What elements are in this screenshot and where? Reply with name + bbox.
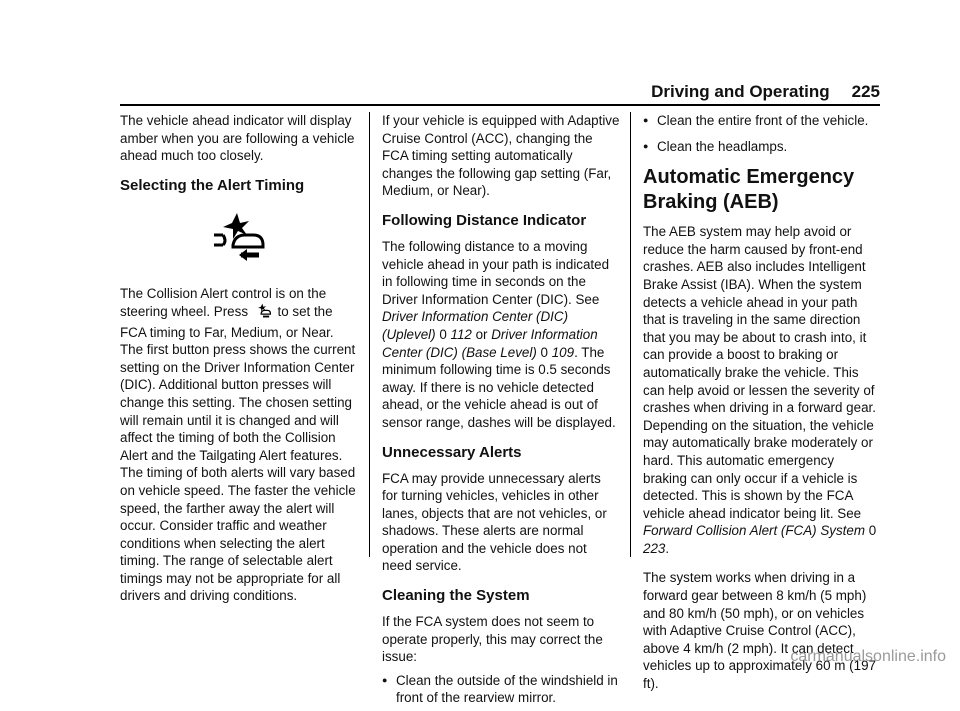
paragraph: If the FCA system does not seem to operate properly, this may correct the issue: [382,614,603,665]
heading-following-distance: Following Distance Indicator [382,211,587,229]
collision-alert-button-icon [254,303,272,324]
paragraph: If your vehicle is equipped with Adaptive Cruise Control (ACC), changing the FCA timing setting automatically changes the following gap setting (Far, Medium, or Near). [382,113,620,199]
paragraph: The following distance to a moving vehicle ahead in your path is indicated in following time in seconds on the Driver Information Center (DIC). See Driver Information Center (DIC) (Uplevel) 0 112 or Driver Information Center (DIC) (Base Level) 0 109. The minimum following time is 0.5 seconds away. If there is no vehicle detected ahead, or the vehicle ahead is out of sensor range, dashes will be displayed. [382,238,616,430]
column-2 [382,112,620,711]
bullet-list [643,112,881,155]
list-item: ● Clean the headlamps. [643,138,881,156]
page-ref-arrow: 0 [439,326,447,342]
column-1 [120,112,358,617]
page-ref[interactable]: 112 [450,326,472,342]
list-item: ● Clean the outside of the windshield in front of the rearview mirror. [382,672,620,707]
watermark: carmanualsonline.info [790,648,946,665]
paragraph: The AEB system may help avoid or reduce the harm caused by front-end crashes. AEB also includes Intelligent Brake Assist (IBA). When the system detects a vehicle ahead in your path that is traveling in the same direction that you may be about to crash into, it can provide a boost to braking or automatically brake the vehicle. This can help avoid or lessen the severity of crashes when driving in a forward gear. Depending on the situation, the vehicle may automatically brake moderately or hard. This automatic emergency braking can only occur if a vehicle is detected. This is shown by the FCA vehicle ahead indicator being lit. See Forward Collision Alert (FCA) System 0 223. [643,224,877,556]
paragraph: The system works when driving in a forward gear between 8 km/h (5 mph) and 80 km/h (50 mph), or on vehicles with Adaptive Cruise Control (ACC), above 4 km/h (2 mph). It can detect vehicles up to approximately 60 m (197 ft). [643,570,876,692]
page-number: 225 [851,82,880,101]
heading-unnecessary-alerts: Unnecessary Alerts [382,443,522,461]
page-header [651,82,880,102]
column-divider-2 [630,112,631,557]
page-ref[interactable]: 109 [551,344,575,360]
paragraph: FCA may provide unnecessary alerts for turning vehicles, vehicles in other lanes, objects that are not vehicles, or shadows. These alerts are normal operation and the vehicle does not need service. [382,470,607,574]
paragraph: The Collision Alert control is on the steering wheel. Press to set the FCA timing to Far, Medium, or Near. The first button press shows the current setting on the Driver Information Center (DIC). Additional button presses will change this setting. The chosen setting will remain until it is changed and will affect the timing of both the Collision Alert and the Tailgating Alert features. The timing of both alerts will vary based on vehicle speed. The faster the vehicle speed, the farther away the alert will occur. Consider traffic and weather conditions when selecting the alert timing. The range of selectable alert timings may not be appropriate for all drivers and driving conditions. [120,286,356,604]
column-3 [643,112,881,705]
heading-cleaning-system: Cleaning the System [382,587,530,605]
link-fca-system[interactable]: Forward Collision Alert (FCA) System [643,523,865,539]
column-divider-1 [369,112,370,557]
header-rule [120,104,880,106]
collision-alert-icon [120,211,358,268]
section-title: Driving and Operating [651,82,830,101]
paragraph: The vehicle ahead indicator will display amber when you are following a vehicle ahead much too closely. [120,113,355,164]
page-ref-arrow: 0 [540,344,548,360]
page-ref[interactable]: 223 [643,540,666,556]
link-dic-uplevel[interactable]: Driver Information Center (DIC) (Uplevel) [382,309,569,342]
heading-aeb: Automatic Emergency Braking (AEB) [643,166,855,214]
bullet-list [382,672,620,707]
heading-selecting-alert-timing: Selecting the Alert Timing [120,176,305,194]
list-item: ● Clean the entire front of the vehicle. [643,112,881,130]
link-dic-base[interactable]: Driver Information Center (DIC) (Base Level) [382,326,598,360]
page-ref-arrow: 0 [868,523,877,539]
